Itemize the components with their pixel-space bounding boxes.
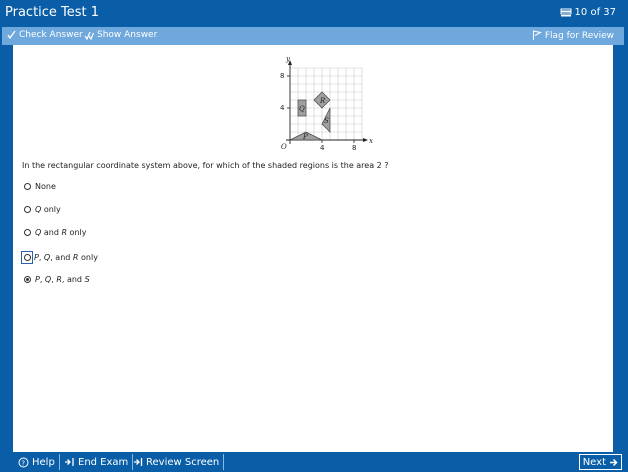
- check-answer-label: Check Answer: [19, 30, 83, 40]
- next-button[interactable]: [579, 454, 622, 470]
- choice-e-text: P, Q, R, and S: [35, 275, 90, 284]
- end-exam-button[interactable]: [60, 454, 133, 470]
- help-button[interactable]: [14, 454, 60, 470]
- question-counter: [560, 7, 616, 18]
- region-p-label: P: [303, 133, 308, 141]
- check-answer-icon: [7, 30, 16, 40]
- x-axis-arrow-icon: [363, 138, 368, 142]
- review-screen-label: Review Screen: [146, 456, 220, 468]
- choice-b[interactable]: [24, 205, 61, 214]
- choice-a-radio[interactable]: [24, 183, 31, 190]
- question-text: In the rectangular coordinate system above, for which of the shaded regions is the area 2 ?: [22, 161, 389, 170]
- y-axis-label: y: [286, 55, 290, 63]
- window-title: Practice Test 1: [5, 5, 100, 20]
- stack-icon: [560, 8, 572, 17]
- svg-text:?: ?: [21, 458, 26, 467]
- arrow-right-icon: [609, 458, 618, 467]
- x-tick-label-8: 8: [352, 144, 357, 151]
- choice-e-radio[interactable]: [24, 276, 31, 283]
- choice-a-text: None: [35, 182, 56, 191]
- coordinate-graph: [260, 53, 375, 151]
- question-panel: [13, 45, 613, 452]
- show-answer-label: Show Answer: [97, 30, 158, 40]
- flag-review-button[interactable]: [532, 30, 614, 41]
- help-icon: [18, 457, 29, 468]
- counter-text: 10 of 37: [574, 7, 616, 18]
- choice-d-focus-box: [21, 251, 33, 264]
- bottom-bar: [0, 452, 628, 472]
- choice-d-radio[interactable]: [24, 254, 31, 261]
- end-exam-icon: [64, 457, 75, 467]
- y-tick-label-8: 8: [280, 72, 285, 80]
- review-screen-button[interactable]: [129, 454, 224, 470]
- flag-review-label: Flag for Review: [544, 30, 614, 41]
- choice-d-text: P, Q, and R only: [34, 253, 98, 262]
- choice-a[interactable]: [24, 182, 56, 191]
- help-label: Help: [32, 456, 55, 468]
- choice-c-text: Q and R only: [35, 228, 87, 237]
- review-screen-icon: [133, 457, 143, 467]
- choice-c-radio[interactable]: [24, 229, 31, 236]
- y-tick-label-4: 4: [280, 104, 285, 112]
- next-label: Next: [582, 456, 606, 468]
- x-tick-label-4: 4: [320, 144, 325, 151]
- choice-d[interactable]: [24, 251, 98, 264]
- choice-c[interactable]: [24, 228, 86, 237]
- flag-icon: [532, 30, 542, 41]
- show-answer-icon: [84, 30, 94, 40]
- check-answer-button[interactable]: [7, 30, 83, 40]
- region-r-label: R: [320, 97, 326, 105]
- region-s-label: S: [324, 117, 329, 125]
- choice-e[interactable]: [24, 275, 90, 284]
- x-axis-label: x: [369, 137, 373, 145]
- region-q-label: Q: [299, 105, 305, 113]
- origin-label: O: [281, 143, 287, 151]
- title-bar: [0, 0, 628, 27]
- choice-b-radio[interactable]: [24, 206, 31, 213]
- end-exam-label: End Exam: [78, 456, 129, 468]
- toolbar: [2, 27, 624, 45]
- choice-b-text: Q only: [35, 205, 61, 214]
- show-answer-button[interactable]: [84, 30, 157, 40]
